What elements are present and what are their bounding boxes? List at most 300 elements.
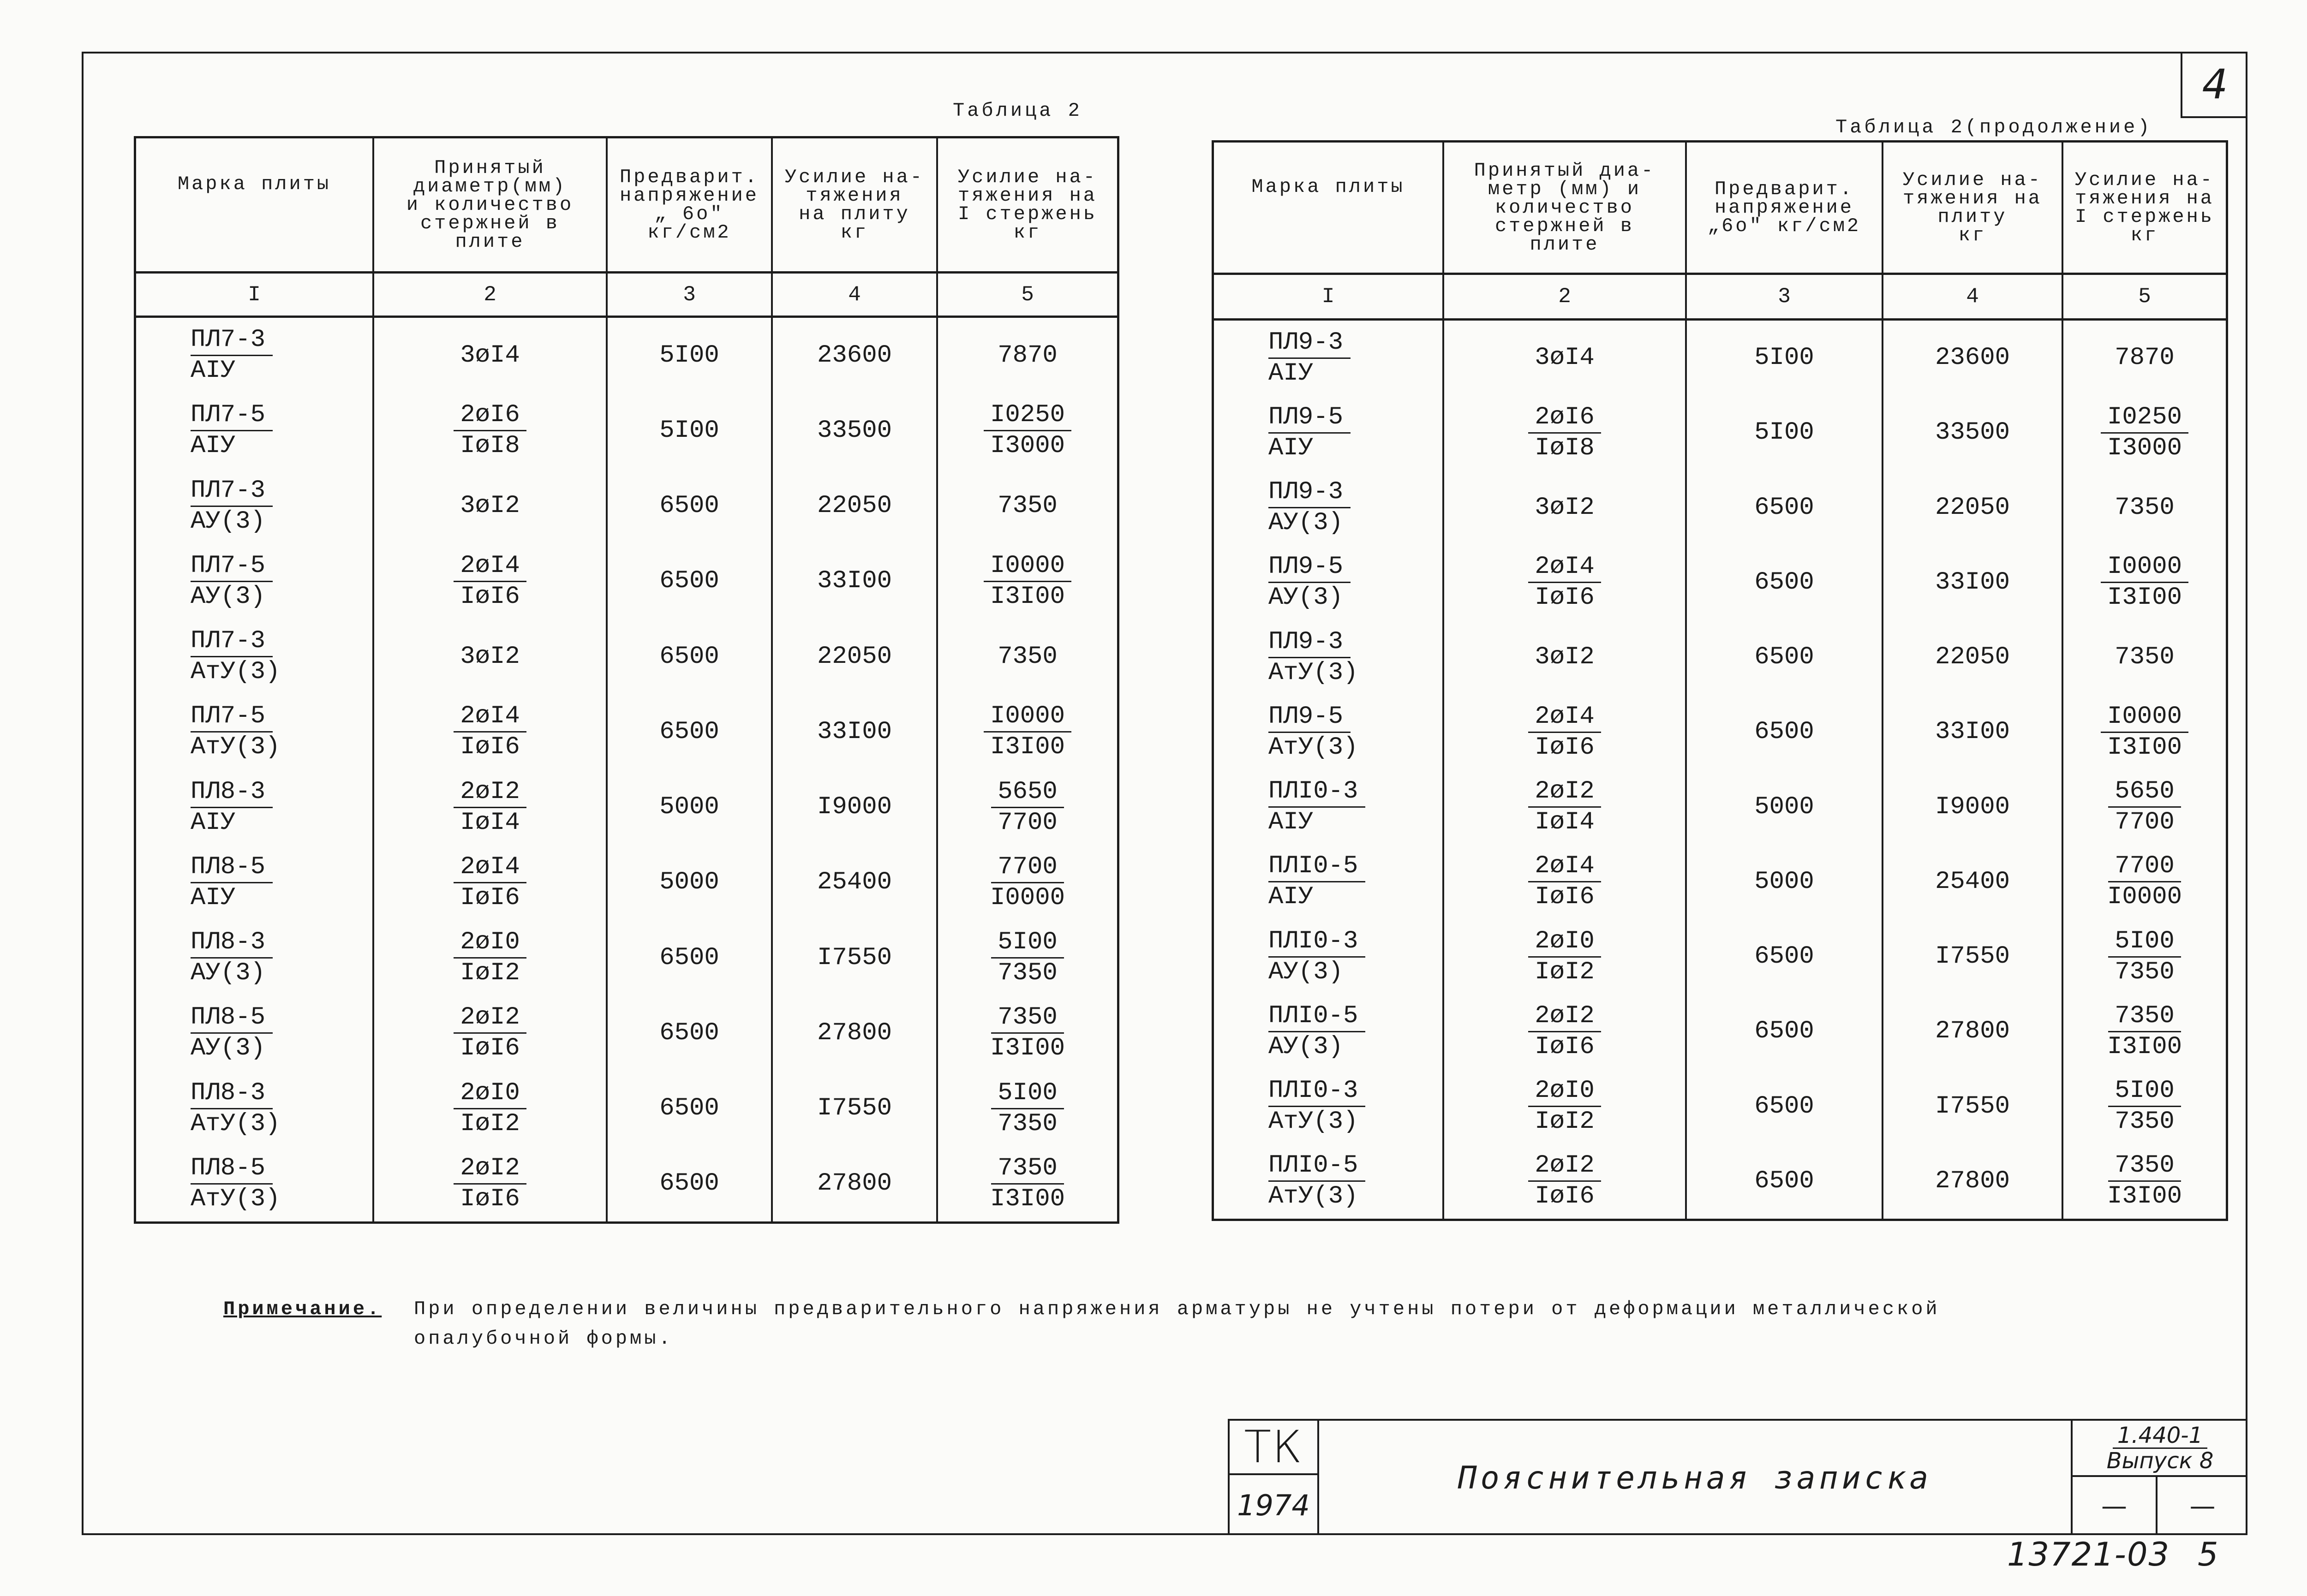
- prestress-table-continued: [1212, 140, 2228, 1221]
- bar-force-denominator: 7350: [2115, 958, 2175, 986]
- plate-force-cell: [1882, 1069, 2062, 1144]
- plate-mark-cell: [136, 920, 372, 995]
- plate-force-cell: [771, 1071, 936, 1146]
- bar-diameter-cell: [1442, 1144, 1685, 1219]
- bar-force-cell: [936, 619, 1117, 694]
- plate-force-cell: [1882, 919, 2062, 994]
- bar-force-cell: [2062, 321, 2226, 395]
- steel-class: АтУ(3): [1268, 658, 1358, 687]
- bar-diameter-numerator: 2øI2: [454, 777, 526, 808]
- prestress-cell: [1685, 321, 1882, 395]
- bar-force: 7350: [2115, 643, 2175, 672]
- bar-force-cell: [2062, 545, 2226, 620]
- bar-force-cell: [2062, 620, 2226, 695]
- plate-force: 33I00: [1935, 568, 2010, 596]
- table-header: [136, 138, 1117, 274]
- column-number-row: [1214, 275, 2226, 321]
- bar-diameter-numerator: 2øI2: [1528, 1151, 1601, 1182]
- plate-mark: ПЛI0-5: [1268, 852, 1365, 882]
- sheet-number: 5: [2198, 1536, 2219, 1573]
- plate-force-cell: [771, 393, 936, 468]
- prestress: 6500: [1754, 1017, 1814, 1046]
- note-label: Примечание.: [223, 1298, 382, 1320]
- column-number-label: 5: [1021, 282, 1034, 307]
- bar-diameter-numerator: 2øI0: [454, 928, 526, 959]
- plate-force: 23600: [1935, 344, 2010, 372]
- bar-force: 7350: [998, 642, 1058, 671]
- table-caption: Таблица 2: [953, 100, 1082, 122]
- header-label: Усилие на- тяжения на I стержень кг: [957, 166, 1098, 244]
- plate-force-cell: [771, 845, 936, 920]
- plate-mark-cell: [136, 1071, 372, 1146]
- plate-mark: ПЛI0-5: [1268, 1001, 1365, 1032]
- bar-force: 7870: [2115, 344, 2175, 372]
- bar-diameter-numerator: 2øI4: [454, 551, 526, 582]
- bar-diameter-numerator: 2øI6: [454, 400, 526, 431]
- header-label: Принятый диаметр(мм) и количество стержней в плите: [406, 157, 574, 253]
- bar-diameter-denominator: IøI6: [1535, 733, 1595, 762]
- bar-force-denominator: I3I00: [2107, 733, 2182, 762]
- steel-class: АУ(3): [1268, 509, 1344, 537]
- prestress: 6500: [1754, 942, 1814, 971]
- bar-force-cell: [936, 995, 1117, 1071]
- steel-class: АтУ(3): [1268, 733, 1358, 762]
- bar-force-numerator: 5650: [991, 777, 1064, 808]
- prestress: 6500: [659, 642, 719, 671]
- bar-force-numerator: 7350: [2108, 1151, 2181, 1182]
- plate-mark-cell: [1214, 845, 1442, 919]
- prestress: 6500: [1754, 643, 1814, 672]
- sheet-cells: [2073, 1475, 2247, 1535]
- plate-force-cell: [771, 995, 936, 1071]
- plate-force-cell: [1882, 395, 2062, 470]
- bar-diameter-numerator: 2øI4: [1528, 702, 1601, 733]
- plate-force: I7550: [1935, 1092, 2010, 1120]
- table-row: [1214, 845, 2226, 919]
- plate-mark: ПЛ7-5: [191, 400, 273, 431]
- plate-force: 27800: [817, 1169, 892, 1198]
- plate-force: 22050: [817, 492, 892, 520]
- steel-class: АУ(3): [1268, 584, 1344, 612]
- column-number-label: 3: [1778, 285, 1791, 309]
- bar-force-numerator: 7700: [991, 852, 1064, 883]
- series-box: [2071, 1421, 2247, 1535]
- bar-force: 7350: [998, 492, 1058, 520]
- bar-diameter-cell: [1442, 395, 1685, 470]
- steel-class: АтУ(3): [191, 658, 281, 686]
- plate-force: I9000: [1935, 792, 2010, 821]
- bar-diameter-numerator: 2øI4: [1528, 852, 1601, 882]
- prestress: 5000: [659, 868, 719, 897]
- bar-force-denominator: I3I00: [990, 733, 1065, 762]
- bar-diameter-cell: [1442, 1069, 1685, 1144]
- plate-force-cell: [771, 770, 936, 845]
- header-cell: [936, 138, 1117, 271]
- plate-force-cell: [1882, 321, 2062, 395]
- prestress: 6500: [659, 492, 719, 520]
- header-cell: [372, 138, 606, 271]
- table-row: [136, 1071, 1117, 1146]
- plate-force: 33I00: [817, 717, 892, 746]
- prestress-cell: [1685, 770, 1882, 845]
- column-number: [136, 274, 372, 316]
- plate-force-cell: [1882, 994, 2062, 1069]
- prestress: 6500: [1754, 493, 1814, 522]
- plate-mark-cell: [1214, 470, 1442, 545]
- bar-diameter-numerator: 2øI2: [454, 1154, 526, 1185]
- bar-force-denominator: I3I00: [2107, 1182, 2182, 1211]
- column-number-label: 4: [848, 282, 861, 307]
- bar-diameter-numerator: 2øI0: [1528, 927, 1601, 958]
- plate-force: 22050: [1935, 643, 2010, 672]
- plate-force-cell: [1882, 470, 2062, 545]
- plate-mark-cell: [136, 694, 372, 769]
- steel-class: АУ(3): [191, 507, 266, 536]
- steel-class: АIУ: [1268, 359, 1314, 387]
- plate-mark: ПЛI0-3: [1268, 777, 1365, 808]
- table-row: [136, 544, 1117, 619]
- bar-diameter-cell: [1442, 770, 1685, 845]
- bar-diameter-denominator: IøI8: [460, 432, 520, 460]
- header-cell: [136, 138, 372, 271]
- bar-force-denominator: I3000: [990, 432, 1065, 460]
- plate-mark-cell: [1214, 919, 1442, 994]
- prestress-cell: [606, 694, 771, 769]
- steel-class: АтУ(3): [191, 1185, 281, 1213]
- bar-diameter-cell: [372, 544, 606, 619]
- table-row: [136, 619, 1117, 694]
- column-number: [1442, 275, 1685, 318]
- header-cell: [606, 138, 771, 271]
- table-row: [1214, 321, 2226, 395]
- bar-diameter-numerator: 2øI2: [1528, 777, 1601, 808]
- bar-diameter-cell: [1442, 321, 1685, 395]
- table-row: [1214, 545, 2226, 620]
- prestress: 5000: [1754, 792, 1814, 821]
- table-header: [1214, 143, 2226, 275]
- bar-diameter-cell: [1442, 545, 1685, 620]
- column-number-label: I: [248, 282, 261, 307]
- issue-number: Выпуск 8: [2106, 1447, 2214, 1474]
- column-number-label: 4: [1966, 285, 1979, 309]
- steel-class: АУ(3): [191, 1034, 266, 1063]
- plate-force: I7550: [817, 1094, 892, 1123]
- page-number: 4: [2202, 60, 2228, 108]
- header-cell: [1685, 143, 1882, 273]
- bar-diameter-denominator: IøI6: [1535, 1182, 1595, 1211]
- bar-force-denominator: I3I00: [990, 1034, 1065, 1063]
- bar-diameter-cell: [372, 920, 606, 995]
- column-number: [936, 274, 1117, 316]
- bar-diameter-cell: [372, 1146, 606, 1221]
- bar-force-cell: [2062, 770, 2226, 845]
- prestress-cell: [1685, 470, 1882, 545]
- steel-class: АтУ(3): [1268, 1108, 1358, 1136]
- prestress: 5000: [659, 793, 719, 822]
- column-number: [1685, 275, 1882, 318]
- sheet-cell-right: —: [2189, 1491, 2216, 1521]
- bar-diameter: 3øI2: [1535, 643, 1595, 672]
- prestress: 6500: [1754, 1167, 1814, 1195]
- table-row: [1214, 470, 2226, 545]
- table-row: [136, 995, 1117, 1071]
- bar-diameter: 3øI4: [1535, 344, 1595, 372]
- prestress: 6500: [659, 567, 719, 596]
- prestress-cell: [1685, 1144, 1882, 1219]
- bar-diameter-cell: [1442, 845, 1685, 919]
- bar-force-cell: [936, 694, 1117, 769]
- column-number-label: 2: [1558, 285, 1571, 309]
- prestress-cell: [1685, 1069, 1882, 1144]
- bar-diameter-numerator: 2øI4: [1528, 552, 1601, 583]
- page-number-box: [2181, 52, 2247, 118]
- plate-mark-cell: [136, 770, 372, 845]
- bar-force-cell: [2062, 695, 2226, 769]
- bar-force-cell: [2062, 395, 2226, 470]
- prestress-cell: [1685, 994, 1882, 1069]
- bar-diameter-cell: [1442, 470, 1685, 545]
- prestress-cell: [1685, 620, 1882, 695]
- bar-diameter-cell: [1442, 695, 1685, 769]
- prestress-cell: [606, 1071, 771, 1146]
- header-cell: [2062, 143, 2226, 273]
- bar-force-numerator: 7350: [2108, 1001, 2181, 1032]
- bar-force-numerator: I0250: [2101, 403, 2188, 434]
- plate-mark-cell: [1214, 770, 1442, 845]
- bar-force-cell: [936, 845, 1117, 920]
- bar-diameter-denominator: IøI6: [1535, 584, 1595, 612]
- plate-mark-cell: [136, 393, 372, 468]
- plate-mark: ПЛ9-3: [1268, 328, 1351, 359]
- plate-force: 27800: [1935, 1167, 2010, 1195]
- table-row: [1214, 770, 2226, 845]
- bar-force-cell: [936, 393, 1117, 468]
- prestress-cell: [1685, 845, 1882, 919]
- table-row: [1214, 620, 2226, 695]
- bar-diameter: 3øI4: [460, 341, 520, 369]
- bar-force-denominator: I3I00: [2107, 1032, 2182, 1061]
- bar-diameter-cell: [1442, 620, 1685, 695]
- header-label: Усилие на- тяжения на плиту кг: [1902, 169, 2043, 246]
- plate-mark: ПЛ7-5: [191, 551, 273, 582]
- column-number-label: 3: [683, 282, 696, 307]
- plate-mark-cell: [1214, 545, 1442, 620]
- plate-mark: ПЛ8-3: [191, 1078, 273, 1109]
- plate-mark: ПЛ8-5: [191, 852, 273, 883]
- table-row: [136, 920, 1117, 995]
- plate-mark-cell: [1214, 620, 1442, 695]
- plate-mark: ПЛI0-5: [1268, 1151, 1365, 1182]
- plate-force-cell: [1882, 545, 2062, 620]
- prestress-cell: [606, 544, 771, 619]
- bar-diameter-denominator: IøI6: [460, 1185, 520, 1213]
- plate-force-cell: [1882, 695, 2062, 769]
- bar-force-denominator: 7350: [998, 959, 1058, 988]
- table-row: [136, 318, 1117, 393]
- prestress: 6500: [1754, 718, 1814, 746]
- prestress: 6500: [659, 1094, 719, 1123]
- steel-class: АIУ: [1268, 434, 1314, 462]
- bar-diameter-numerator: 2øI0: [1528, 1076, 1601, 1107]
- bar-force-cell: [2062, 919, 2226, 994]
- bar-force-denominator: I3I00: [990, 582, 1065, 611]
- plate-mark: ПЛI0-3: [1268, 927, 1365, 958]
- plate-force: 33500: [1935, 418, 2010, 447]
- plate-force-cell: [1882, 770, 2062, 845]
- plate-mark-cell: [1214, 1144, 1442, 1219]
- bar-diameter-cell: [372, 619, 606, 694]
- plate-force: I9000: [817, 793, 892, 822]
- table-row: [1214, 1069, 2226, 1144]
- bar-diameter-denominator: IøI8: [1535, 434, 1595, 462]
- bar-diameter-cell: [1442, 994, 1685, 1069]
- bar-diameter-denominator: IøI2: [460, 1109, 520, 1138]
- bar-diameter-denominator: IøI6: [460, 733, 520, 762]
- plate-force-cell: [771, 1146, 936, 1221]
- plate-mark: ПЛ7-3: [191, 626, 273, 657]
- header-cell: [1882, 143, 2062, 273]
- bar-force-cell: [2062, 1144, 2226, 1219]
- plate-force-cell: [1882, 845, 2062, 919]
- bar-diameter-cell: [372, 770, 606, 845]
- table-row: [1214, 695, 2226, 769]
- prestress: 5I00: [1754, 344, 1814, 372]
- plate-force-cell: [771, 694, 936, 769]
- plate-mark: ПЛI0-3: [1268, 1076, 1365, 1107]
- bar-force-numerator: I0000: [984, 702, 1071, 732]
- bar-diameter-numerator: 2øI0: [454, 1078, 526, 1109]
- steel-class: АIУ: [191, 808, 236, 837]
- header-label: Усилие на- тяжения на плиту кг: [784, 166, 925, 244]
- title-block: [1228, 1419, 2247, 1535]
- year: 1974: [1230, 1475, 1319, 1535]
- plate-mark: ПЛ9-5: [1268, 702, 1351, 733]
- steel-class: АтУ(3): [1268, 1182, 1358, 1211]
- bar-diameter-denominator: IøI6: [460, 1034, 520, 1063]
- bar-force-cell: [2062, 845, 2226, 919]
- bar-force-denominator: I3000: [2107, 434, 2182, 462]
- table-caption-continued: Таблица 2(продолжение): [1835, 116, 2152, 138]
- plate-mark: ПЛ7-3: [191, 325, 273, 356]
- bar-diameter-denominator: IøI2: [1535, 958, 1595, 986]
- plate-force: 27800: [817, 1018, 892, 1047]
- bar-force-cell: [936, 920, 1117, 995]
- prestress: 6500: [1754, 1092, 1814, 1120]
- sheet-cell-left: —: [2073, 1477, 2158, 1535]
- bar-force-cell: [936, 770, 1117, 845]
- header-label: Предварит. напряжение „ 6о" кг/см2: [619, 166, 759, 244]
- prestress: 6500: [659, 1018, 719, 1047]
- steel-class: АУ(3): [1268, 1032, 1344, 1061]
- series-info: [2073, 1421, 2247, 1475]
- bar-force-cell: [2062, 994, 2226, 1069]
- header-label: Марка плиты: [1251, 176, 1405, 198]
- bar-diameter-cell: [1442, 919, 1685, 994]
- steel-class: АтУ(3): [191, 733, 281, 762]
- steel-class: АIУ: [1268, 883, 1314, 911]
- bar-diameter-denominator: IøI2: [1535, 1108, 1595, 1136]
- archive-number: [2007, 1536, 2219, 1573]
- bar-diameter-denominator: IøI6: [1535, 1032, 1595, 1061]
- plate-force-cell: [771, 544, 936, 619]
- plate-force: I7550: [817, 943, 892, 972]
- bar-diameter-numerator: 2øI4: [454, 852, 526, 883]
- steel-class: АIУ: [1268, 808, 1314, 837]
- header-label: Предварит. напряжение „6о" кг/см2: [1707, 178, 1861, 237]
- plate-mark-cell: [136, 318, 372, 393]
- bar-force-cell: [936, 318, 1117, 393]
- bar-force-denominator: 7350: [998, 1109, 1058, 1138]
- plate-force-cell: [771, 920, 936, 995]
- column-number: [2062, 275, 2226, 318]
- steel-class: АIУ: [191, 357, 236, 385]
- plate-force: 25400: [817, 868, 892, 897]
- prestress-cell: [606, 920, 771, 995]
- column-number: [771, 274, 936, 316]
- bar-force-cell: [2062, 1069, 2226, 1144]
- header-cell: [771, 138, 936, 271]
- steel-class: АтУ(3): [191, 1109, 281, 1138]
- bar-force-cell: [936, 1146, 1117, 1221]
- prestress: 6500: [659, 943, 719, 972]
- prestress: 5000: [1754, 867, 1814, 896]
- prestress-cell: [1685, 545, 1882, 620]
- column-number: [606, 274, 771, 316]
- bar-force-numerator: I0000: [2101, 552, 2188, 583]
- plate-force: 27800: [1935, 1017, 2010, 1046]
- column-number-label: I: [1321, 285, 1335, 309]
- prestress: 5I00: [659, 416, 719, 445]
- prestress-cell: [606, 995, 771, 1071]
- document-number: 13721-03: [2007, 1536, 2170, 1573]
- bar-diameter-cell: [372, 393, 606, 468]
- column-number-label: 2: [484, 282, 496, 307]
- bar-force-numerator: 5I00: [2108, 927, 2181, 958]
- prestress-cell: [606, 1146, 771, 1221]
- organization-code: ТК: [1230, 1421, 1319, 1475]
- bar-force-cell: [936, 469, 1117, 544]
- bar-force-numerator: I0000: [984, 551, 1071, 582]
- header-cell: [1214, 143, 1442, 273]
- plate-mark: ПЛ9-5: [1268, 552, 1351, 583]
- column-number-row: [136, 274, 1117, 318]
- plate-mark: ПЛ8-5: [191, 1154, 273, 1185]
- prestress-cell: [606, 318, 771, 393]
- steel-class: АIУ: [191, 432, 236, 460]
- bar-diameter: 3øI2: [1535, 493, 1595, 522]
- bar-diameter-denominator: IøI6: [1535, 883, 1595, 911]
- plate-mark-cell: [1214, 321, 1442, 395]
- bar-force-numerator: 7700: [2108, 852, 2181, 882]
- prestress: 6500: [659, 717, 719, 746]
- bar-force: 7350: [2115, 493, 2175, 522]
- prestress-cell: [1685, 695, 1882, 769]
- plate-force: 23600: [817, 341, 892, 369]
- prestress-cell: [606, 845, 771, 920]
- prestress-cell: [1685, 919, 1882, 994]
- bar-diameter-cell: [372, 1071, 606, 1146]
- document-title: Пояснительная записка: [1458, 1459, 1932, 1496]
- prestress-cell: [606, 619, 771, 694]
- bar-diameter-denominator: IøI6: [460, 883, 520, 912]
- plate-mark-cell: [136, 1146, 372, 1221]
- plate-mark-cell: [136, 995, 372, 1071]
- bar-diameter-cell: [372, 845, 606, 920]
- plate-mark-cell: [136, 469, 372, 544]
- plate-mark-cell: [136, 544, 372, 619]
- bar-diameter-cell: [372, 694, 606, 769]
- plate-force: 33I00: [817, 567, 892, 596]
